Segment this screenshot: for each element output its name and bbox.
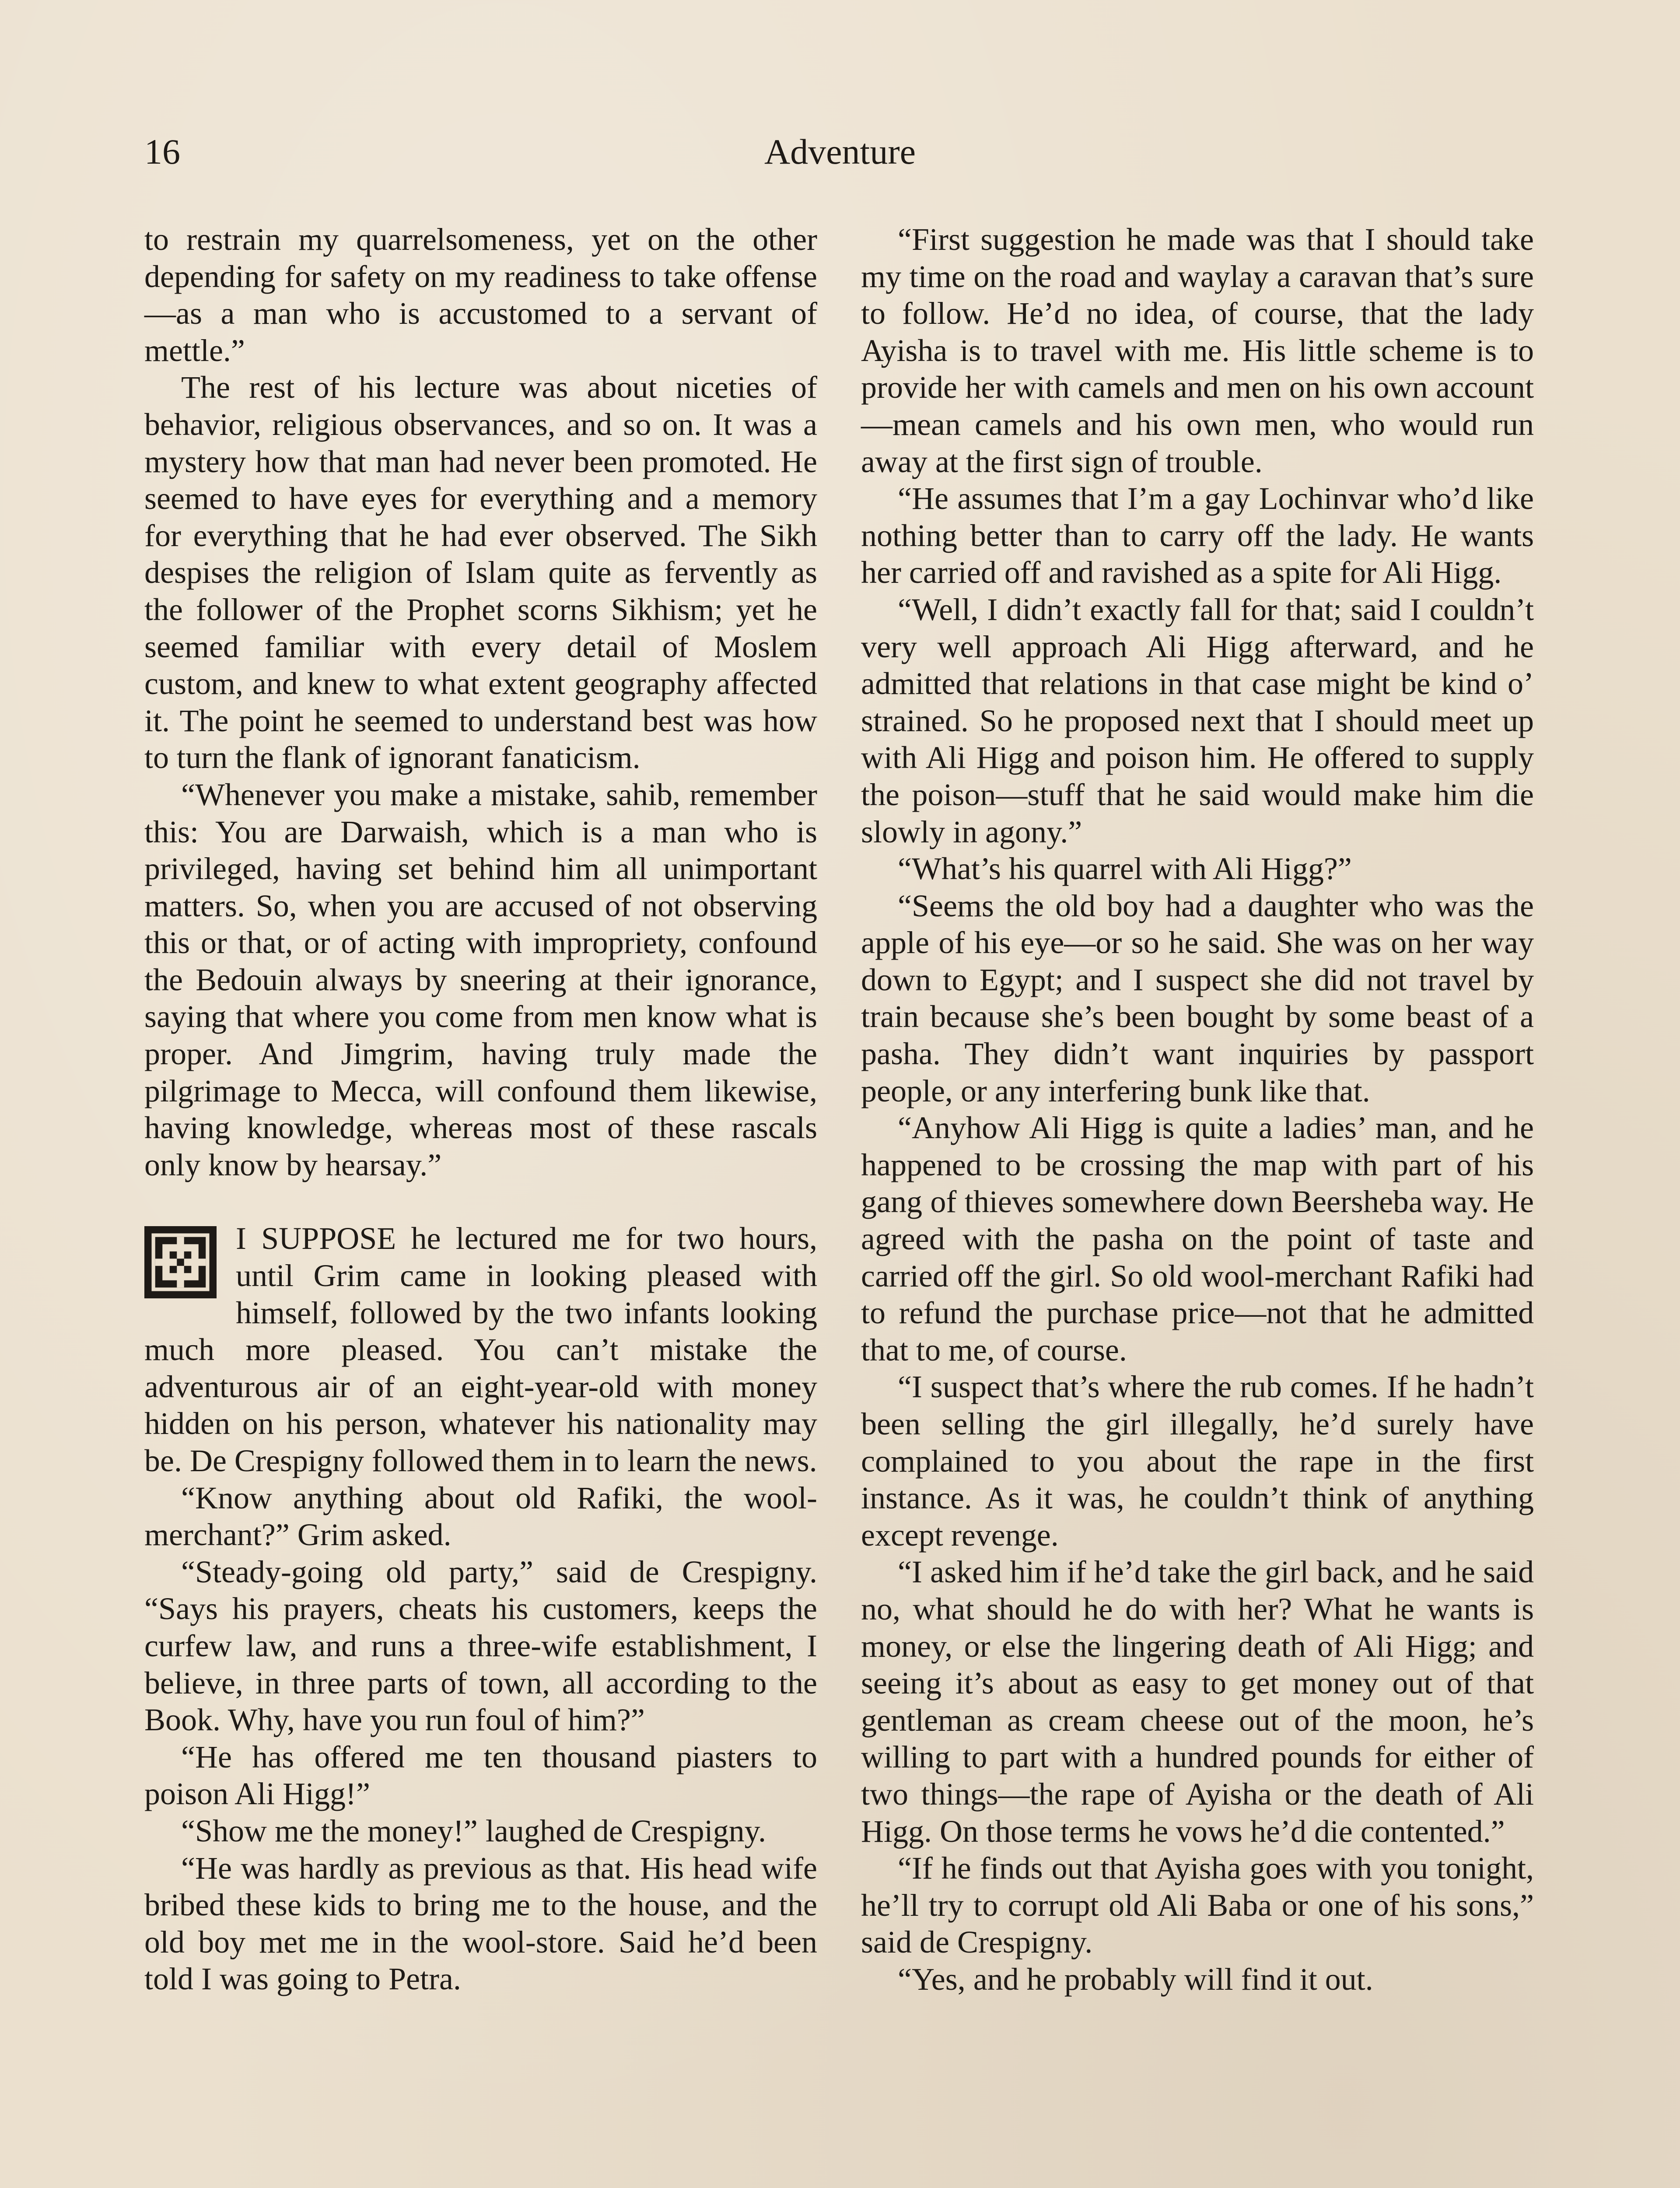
paragraph: “Seems the old boy had a daughter who was the apple of his eye—or so he said. She was on her way down to Egypt; and I suspect she did not travel by train because she’s been bought by some beast of a pasha. They didn’t want inquiries by passport people, or any interfering bunk like that. <box>861 888 1534 1108</box>
paragraph: “First suggestion he made was that I should take my time on the road and waylay a caravan that’s sure to follow. He’d no idea, of course, that the lady Ayisha is to travel with me. His little scheme is to provide her with camels and men on his own account—mean camels and his own men, who would run away at the first sign of trouble. <box>861 222 1534 479</box>
paragraph: “What’s his quarrel with Ali Higg?” <box>898 851 1352 887</box>
page-number: 16 <box>144 132 180 172</box>
paragraph: “Well, I didn’t exactly fall for that; said I couldn’t very well approach Ali Higg afterward, and he admitted that relations in that case might be kind o’ strained. So he proposed next that I should meet up with Ali Higg and poison him. He offered to supply the poison—stuff that he said would make him die slowly in agony.” <box>861 592 1534 849</box>
paragraph: “I asked him if he’d take the girl back, and he said no, what should he do with her? What he wants is money, or else the lingering death of Ali Higg; and seeing it’s about as easy to get money out of that gentleman as cream cheese out of the moon, he’s willing to part with a hundred pounds for either of two things—the rape of Ayisha or the death of Ali Higg. On those terms he vows he’d die contented.” <box>861 1554 1534 1849</box>
paragraph: “He has offered me ten thousand piasters to poison Ali Higg!” <box>144 1739 817 1812</box>
right-column <box>861 221 1534 1998</box>
paragraph: “I suspect that’s where the rub comes. If he hadn’t been selling the girl illegally, he’d surely have complained to you about the rape in the first instance. As it was, he couldn’t think of anything except revenge. <box>861 1369 1534 1553</box>
running-title: Adventure <box>764 132 916 172</box>
paragraph: “Know anything about old Rafiki, the wool-merchant?” Grim asked. <box>144 1480 817 1553</box>
paragraph: “Steady-going old party,” said de Crespigny. “Says his prayers, cheats his customers, keeps the curfew law, and runs a three-wife establishment, I believe, in three parts of town, all according to the Book. Why, have you run foul of him?” <box>144 1554 817 1738</box>
left-column <box>144 221 817 1998</box>
section-text: I SUPPOSE he lectured me for two hours, until Grim came in looking pleased with himself, followed by the two infants looking much more pleased. You can’t mistake the adventurous air of an eight-year-old with money hidden on his person, whatever his nationality may be. De Crespigny followed them in to learn the news. <box>144 1221 817 1478</box>
paragraph: “Anyhow Ali Higg is quite a ladies’ man, and he happened to be crossing the map with part of his gang of thieves somewhere down Beersheba way. He agreed with the pasha on the point of taste and carried off the girl. So old wool-merchant Rafiki had to refund the purchase price—not that he admitted that to me, of course. <box>861 1110 1534 1368</box>
paragraph: to restrain my quarrelsomeness, yet on the other depending for safety on my readiness to take offense—as a man who is accustomed to a servant of mettle.” <box>144 222 817 368</box>
paragraph: “He assumes that I’m a gay Lochinvar who’d like nothing better than to carry off the lady. He wants her carried off and ravished as a spite for Ali Higg. <box>861 481 1534 590</box>
section-paragraph <box>144 1220 817 1479</box>
ornament-icon <box>144 1226 217 1298</box>
paragraph: “He was hardly as previous as that. His head wife bribed these kids to bring me to the house, and the old boy met me in the wool-store. Said he’d been told I was going to Petra. <box>144 1850 817 1997</box>
paragraph: “Show me the money!” laughed de Crespigny. <box>181 1813 766 1848</box>
paragraph: “Whenever you make a mistake, sahib, remember this: You are Darwaish, which is a man who is privileged, having set behind him all unimportant matters. So, when you are accused of not observing this or that, or of acting with impropriety, confound the Bedouin always by sneering at their ignorance, saying that where you come from men know what is proper. And Jimgrim, having truly made the pilgrimage to Mecca, will confound them likewise, having knowledge, whereas most of these rascals only know by hearsay.” <box>144 777 817 1182</box>
paragraph: “If he finds out that Ayisha goes with you tonight, he’ll try to corrupt old Ali Baba or one of his sons,” said de Crespigny. <box>861 1851 1534 1960</box>
page-header <box>144 131 1536 188</box>
paragraph: The rest of his lecture was about niceties of behavior, religious observances, and so on. It was a mystery how that man had never been promoted. He seemed to have eyes for everything and a memory for everything that he had ever observed. The Sikh despises the religion of Islam quite as fervently as the follower of the Prophet scorns Sikhism; yet he seemed familiar with every detail of Moslem custom, and knew to what extent geography affected it. The point he seemed to understand best was how to turn the flank of ignorant fanaticism. <box>144 370 817 775</box>
paragraph: “Yes, and he probably will find it out. <box>898 1961 1373 1997</box>
